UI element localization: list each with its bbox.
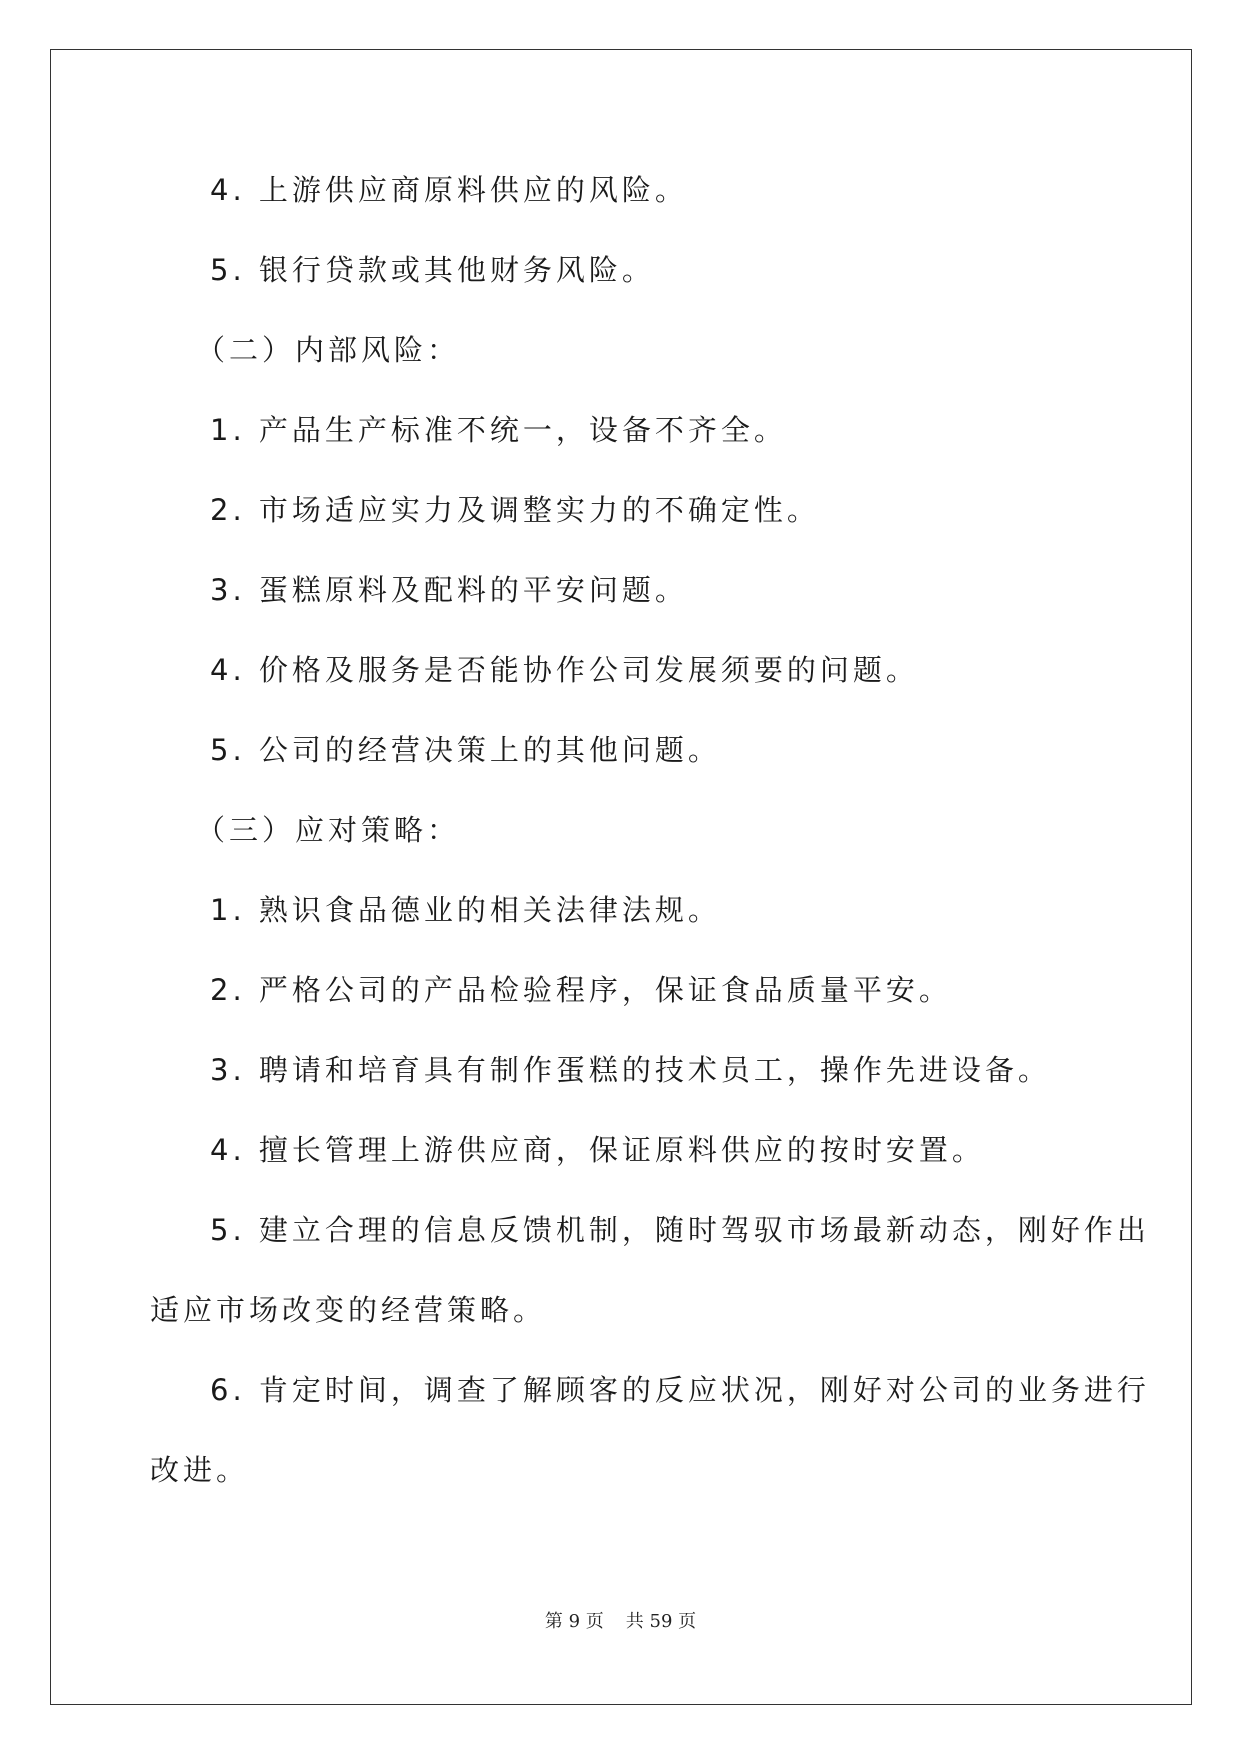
list-item-continuation: 适应市场改变的经营策略。: [150, 1293, 547, 1327]
list-item: 4. 擅长管理上游供应商，保证原料供应的按时安置。: [210, 1133, 985, 1167]
section-heading: （二）内部风险：: [196, 333, 461, 367]
list-item: 4. 上游供应商原料供应的风险。: [210, 173, 688, 207]
list-item: 3. 聘请和培育具有制作蛋糕的技术员工，操作先进设备。: [210, 1053, 1051, 1087]
list-item: 1. 产品生产标准不统一，设备不齐全。: [210, 413, 787, 447]
list-item: 2. 市场适应实力及调整实力的不确定性。: [210, 493, 820, 527]
list-item: 5. 银行贷款或其他财务风险。: [210, 253, 655, 287]
list-item: 1. 熟识食品德业的相关法律法规。: [210, 893, 721, 927]
list-item: 6. 肯定时间，调查了解顾客的反应状况，刚好对公司的业务进行: [210, 1373, 1150, 1407]
list-item: 4. 价格及服务是否能协作公司发展须要的问题。: [210, 653, 919, 687]
total-pages: 共 59 页: [625, 1611, 697, 1632]
list-item-continuation: 改进。: [150, 1453, 250, 1487]
list-item: 3. 蛋糕原料及配料的平安问题。: [210, 573, 688, 607]
section-heading: （三）应对策略：: [196, 813, 461, 847]
page-number: 第 9 页: [544, 1611, 604, 1632]
list-item: 2. 严格公司的产品检验程序，保证食品质量平安。: [210, 973, 952, 1007]
list-item: 5. 建立合理的信息反馈机制，随时驾驭市场最新动态，刚好作出: [210, 1213, 1150, 1247]
page-footer: [0, 1613, 1241, 1631]
list-item: 5. 公司的经营决策上的其他问题。: [210, 733, 721, 767]
